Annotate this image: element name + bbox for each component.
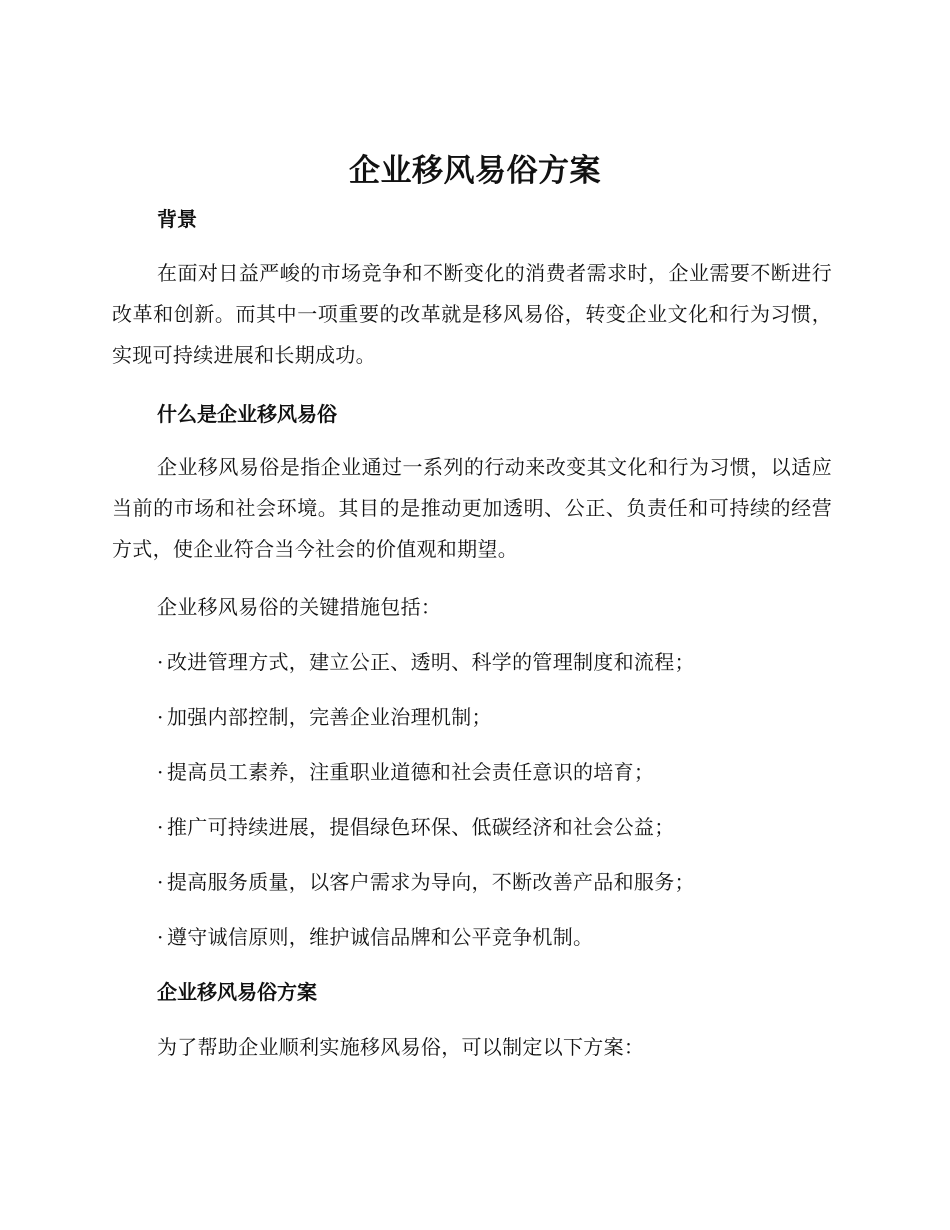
section-heading-plan: 企业移风易俗方案: [157, 980, 317, 1004]
list-item: [157, 867, 695, 897]
measures-intro: 企业移风易俗的关键措施包括：: [157, 595, 442, 619]
list-item: [157, 922, 593, 952]
bullet-dot: ·: [157, 925, 164, 949]
section-heading-background: 背景: [157, 207, 197, 231]
bullet-dot: ·: [157, 650, 164, 674]
list-item: [157, 757, 654, 787]
list-item-text: 遵守诚信原则，维护诚信品牌和公平竞争机制。: [167, 925, 594, 949]
plan-intro: 为了帮助企业顺利实施移风易俗，可以制定以下方案：: [157, 1035, 645, 1059]
list-item: [157, 812, 675, 842]
list-item-text: 提高服务质量，以客户需求为导向，不断改善产品和服务；: [167, 870, 695, 894]
bullet-dot: ·: [157, 760, 164, 784]
bullet-dot: ·: [157, 705, 164, 729]
document-title: 企业移风易俗方案: [349, 153, 601, 189]
list-item-text: 提高员工素养，注重职业道德和社会责任意识的培育；: [167, 760, 655, 784]
list-item-text: 加强内部控制，完善企业治理机制；: [167, 705, 492, 729]
bullet-dot: ·: [157, 815, 164, 839]
background-paragraph: 在面对日益严峻的市场竞争和不断变化的消费者需求时，企业需要不断进行改革和创新。而其中一项重要的改革就是移风易俗，转变企业文化和行为习惯，实现可持续进展和长期成功。: [112, 261, 832, 367]
list-item-text: 改进管理方式，建立公正、透明、科学的管理制度和流程；: [167, 650, 695, 674]
list-item-text: 推广可持续进展，提倡绿色环保、低碳经济和社会公益；: [167, 815, 675, 839]
bullet-dot: ·: [157, 870, 164, 894]
what-is-paragraph: 企业移风易俗是指企业通过一系列的行动来改变其文化和行为习惯，以适应当前的市场和社会环境。其目的是推动更加透明、公正、负责任和可持续的经营方式，使企业符合当今社会的价值观和期望。: [112, 455, 832, 561]
list-item: [157, 702, 492, 732]
list-item: [157, 647, 695, 677]
section-heading-what-is: 什么是企业移风易俗: [157, 402, 337, 426]
